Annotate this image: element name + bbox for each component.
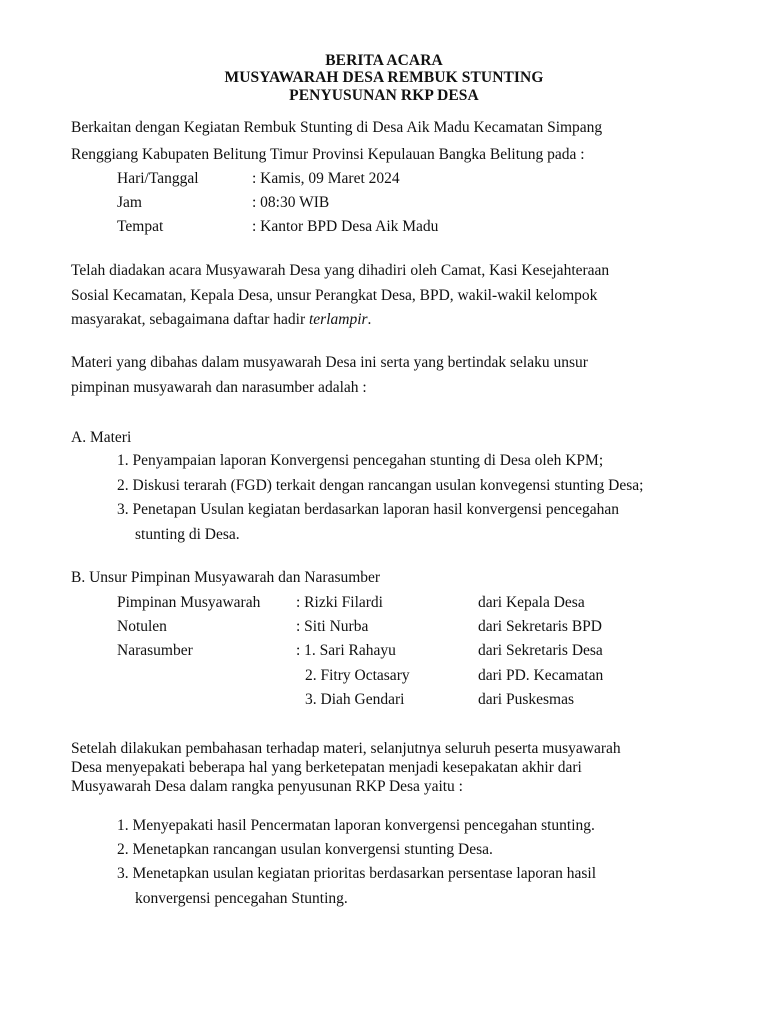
detail-label-place: Tempat	[117, 218, 164, 235]
origin-narasumber-3: dari Puskesmas	[478, 691, 575, 708]
para2-period: .	[367, 311, 372, 328]
para2-line-1: Telah diadakan acara Musyawarah Desa yang dihadiri oleh Camat, Kasi Kesejahteraan	[71, 262, 610, 279]
origin-chair: dari Kepala Desa	[478, 594, 585, 611]
name-narasumber-2: 2. Fitry Octasary	[305, 667, 410, 684]
para2-line-3	[71, 311, 371, 329]
detail-value-date: : Kamis, 09 Maret 2024	[252, 170, 400, 187]
para2-line-3-text: masyarakat, sebagaimana daftar hadir	[71, 311, 309, 328]
name-narasumber-1: : 1. Sari Rahayu	[296, 642, 396, 659]
agreement-item-3: 3. Menetapkan usulan kegiatan prioritas berdasarkan persentase laporan hasil	[117, 865, 597, 882]
para2-line-2: Sosial Kecamatan, Kepala Desa, unsur Perangkat Desa, BPD, wakil-wakil kelompok	[71, 287, 598, 304]
detail-value-time: : 08:30 WIB	[252, 194, 330, 211]
intro-line-1: Berkaitan dengan Kegiatan Rembuk Stunting di Desa Aik Madu Kecamatan Simpang	[71, 119, 603, 136]
name-chair: : Rizki Filardi	[296, 594, 383, 611]
detail-value-place: : Kantor BPD Desa Aik Madu	[252, 218, 439, 235]
origin-narasumber-1: dari Sekretaris Desa	[478, 642, 603, 659]
agreement-item-3-cont: konvergensi pencegahan Stunting.	[135, 890, 348, 907]
name-notulen: : Siti Nurba	[296, 618, 369, 635]
intro-line-2: Renggiang Kabupaten Belitung Timur Provinsi Kepulauan Bangka Belitung pada :	[71, 146, 585, 163]
origin-narasumber-2: dari PD. Kecamatan	[478, 667, 604, 684]
materi-item-3-cont: stunting di Desa.	[135, 526, 240, 543]
detail-label-time: Jam	[117, 194, 142, 211]
para4-line-1: Setelah dilakukan pembahasan terhadap materi, selanjutnya seluruh peserta musyawarah	[71, 740, 621, 757]
document-subtitle: MUSYAWARAH DESA REMBUK STUNTING	[224, 69, 544, 86]
materi-item-1: 1. Penyampaian laporan Konvergensi pencegahan stunting di Desa oleh KPM;	[117, 452, 604, 469]
para3-line-1: Materi yang dibahas dalam musyawarah Desa ini serta yang bertindak selaku unsur	[71, 354, 588, 371]
document-subtitle-2: PENYUSUNAN RKP DESA	[289, 87, 479, 104]
section-b-heading: B. Unsur Pimpinan Musyawarah dan Narasumber	[71, 569, 381, 586]
role-narasumber: Narasumber	[117, 642, 193, 659]
role-notulen: Notulen	[117, 618, 167, 635]
para2-italic-word: terlampir	[308, 311, 368, 328]
para4-line-3: Musyawarah Desa dalam rangka penyusunan RKP Desa yaitu :	[71, 778, 463, 795]
detail-label-date: Hari/Tanggal	[117, 170, 199, 187]
para4-line-2: Desa menyepakati beberapa hal yang berketepatan menjadi kesepakatan akhir dari	[71, 759, 582, 776]
materi-item-3: 3. Penetapan Usulan kegiatan berdasarkan laporan hasil konvergensi pencegahan	[117, 501, 619, 518]
para3-line-2: pimpinan musyawarah dan narasumber adalah :	[71, 379, 367, 396]
name-narasumber-3: 3. Diah Gendari	[305, 691, 405, 708]
document-title: BERITA ACARA	[325, 52, 443, 69]
origin-notulen: dari Sekretaris BPD	[478, 618, 602, 635]
section-a-heading: A. Materi	[71, 429, 132, 446]
agreement-item-2: 2. Menetapkan rancangan usulan konvergensi stunting Desa.	[117, 841, 493, 858]
agreement-item-1: 1. Menyepakati hasil Pencermatan laporan konvergensi pencegahan stunting.	[117, 817, 595, 834]
materi-item-2: 2. Diskusi terarah (FGD) terkait dengan rancangan usulan konvegensi stunting Desa;	[117, 477, 644, 494]
role-chair: Pimpinan Musyawarah	[117, 594, 261, 611]
